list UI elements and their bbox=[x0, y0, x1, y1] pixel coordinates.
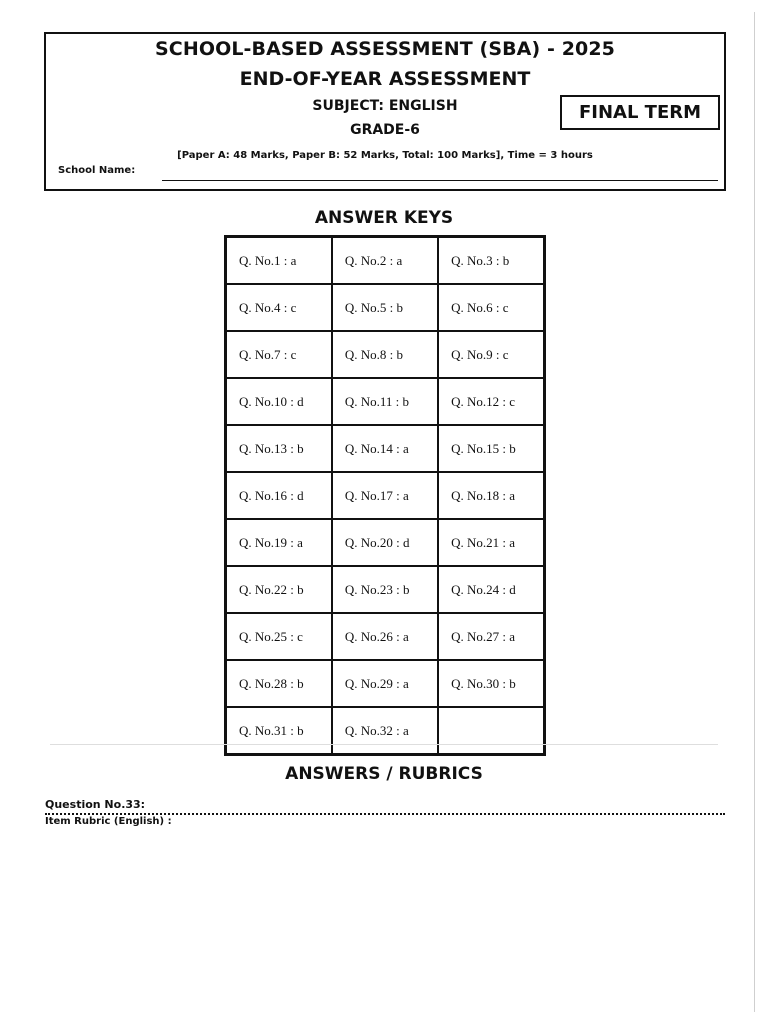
answer-key-cell: Q. No.16 : d bbox=[226, 472, 332, 519]
answer-key-row bbox=[226, 331, 545, 378]
dotted-separator bbox=[45, 813, 725, 815]
answer-key-row bbox=[226, 378, 545, 425]
school-name-label: School Name: bbox=[58, 165, 136, 176]
answer-key-row bbox=[226, 519, 545, 566]
answer-key-cell: Q. No.24 : d bbox=[438, 566, 544, 613]
answer-key-cell: Q. No.23 : b bbox=[332, 566, 438, 613]
answer-key-cell: Q. No.9 : c bbox=[438, 331, 544, 378]
assessment-subtitle: END-OF-YEAR ASSESSMENT bbox=[239, 68, 531, 90]
answer-key-cell: Q. No.8 : b bbox=[332, 331, 438, 378]
answer-key-row bbox=[226, 472, 545, 519]
answer-key-cell: Q. No.20 : d bbox=[332, 519, 438, 566]
answer-key-cell: Q. No.6 : c bbox=[438, 284, 544, 331]
answer-key-cell: Q. No.29 : a bbox=[332, 660, 438, 707]
answer-key-cell: Q. No.22 : b bbox=[226, 566, 332, 613]
answer-key-row bbox=[226, 566, 545, 613]
answer-key-cell: Q. No.13 : b bbox=[226, 425, 332, 472]
answer-key-cell: Q. No.27 : a bbox=[438, 613, 544, 660]
answer-key-cell: Q. No.14 : a bbox=[332, 425, 438, 472]
answer-key-cell: Q. No.19 : a bbox=[226, 519, 332, 566]
header-box bbox=[44, 32, 726, 191]
final-term-badge: FINAL TERM bbox=[560, 95, 720, 130]
answer-key-row bbox=[226, 707, 545, 755]
answer-key-cell: Q. No.31 : b bbox=[226, 707, 332, 755]
answer-key-cell: Q. No.25 : c bbox=[226, 613, 332, 660]
answer-key-cell: Q. No.5 : b bbox=[332, 284, 438, 331]
assessment-title: SCHOOL-BASED ASSESSMENT (SBA) - 2025 bbox=[155, 38, 615, 60]
answer-key-row bbox=[226, 237, 545, 285]
answer-key-cell: Q. No.10 : d bbox=[226, 378, 332, 425]
school-name-line bbox=[162, 180, 718, 181]
marks-info: [Paper A: 48 Marks, Paper B: 52 Marks, Total: 100 Marks], Time = 3 hours bbox=[177, 150, 593, 161]
answer-key-cell: Q. No.15 : b bbox=[438, 425, 544, 472]
question-33-label: Question No.33: bbox=[45, 798, 146, 811]
answer-key-cell: Q. No.7 : c bbox=[226, 331, 332, 378]
subject-label: SUBJECT: ENGLISH bbox=[312, 98, 458, 114]
answer-key-cell: Q. No.3 : b bbox=[438, 237, 544, 285]
grade-label: GRADE-6 bbox=[350, 122, 420, 138]
answer-key-row bbox=[226, 425, 545, 472]
page-edge-line bbox=[754, 12, 755, 1012]
answer-key-cell: Q. No.4 : c bbox=[226, 284, 332, 331]
answer-key-cell: Q. No.1 : a bbox=[226, 237, 332, 285]
answer-key-row bbox=[226, 284, 545, 331]
answer-key-row bbox=[226, 660, 545, 707]
answer-key-cell: Q. No.2 : a bbox=[332, 237, 438, 285]
answer-keys-table bbox=[224, 235, 546, 756]
answer-key-cell: Q. No.21 : a bbox=[438, 519, 544, 566]
answer-key-row bbox=[226, 613, 545, 660]
answer-key-cell: Q. No.28 : b bbox=[226, 660, 332, 707]
answer-key-cell: Q. No.17 : a bbox=[332, 472, 438, 519]
section-divider bbox=[50, 744, 718, 745]
answer-key-cell: Q. No.26 : a bbox=[332, 613, 438, 660]
item-rubric-label: Item Rubric (English) : bbox=[45, 816, 172, 827]
answer-key-cell: Q. No.12 : c bbox=[438, 378, 544, 425]
answer-key-cell: Q. No.18 : a bbox=[438, 472, 544, 519]
answer-key-cell bbox=[438, 707, 544, 755]
answer-keys-title: ANSWER KEYS bbox=[314, 208, 454, 228]
answer-key-cell: Q. No.32 : a bbox=[332, 707, 438, 755]
rubrics-title: ANSWERS / RUBRICS bbox=[285, 764, 483, 784]
answer-key-cell: Q. No.30 : b bbox=[438, 660, 544, 707]
answer-key-cell: Q. No.11 : b bbox=[332, 378, 438, 425]
